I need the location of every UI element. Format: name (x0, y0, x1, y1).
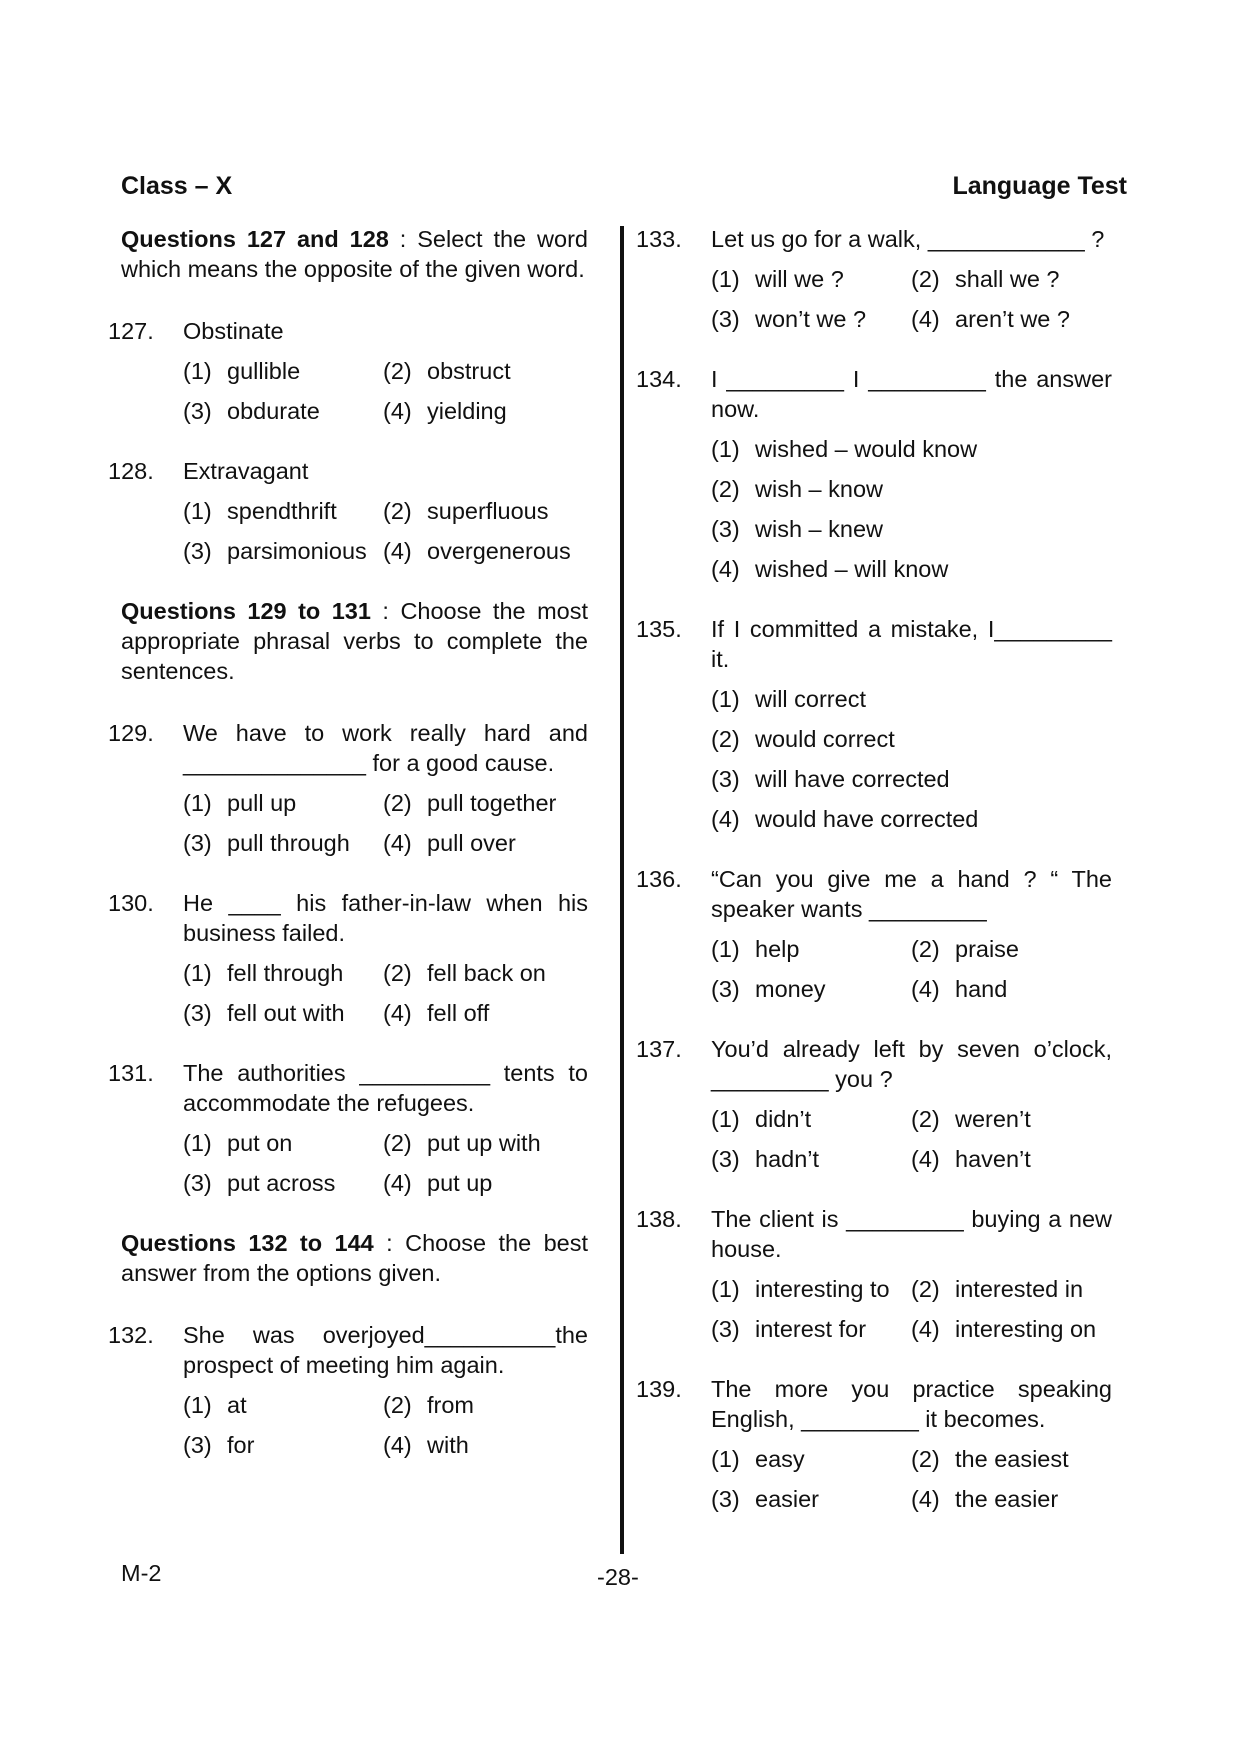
option-text: will correct (755, 686, 866, 712)
question-stem (636, 1374, 1112, 1434)
question (636, 224, 1112, 334)
option-text: interested in (955, 1276, 1084, 1302)
option (711, 974, 911, 1004)
right-column (636, 224, 1112, 1544)
question-number: 138. (636, 1206, 682, 1232)
option-text: obstruct (427, 358, 511, 384)
question-text: If I committed a mistake, I_________ it. (711, 616, 1112, 672)
question-number: 139. (636, 1376, 682, 1402)
option (383, 536, 588, 566)
option-text: parsimonious (227, 538, 367, 564)
option-text: easy (755, 1446, 805, 1472)
option-number: (2) (911, 1106, 940, 1132)
option-text: wished – would know (755, 436, 978, 462)
option-row (711, 1274, 1112, 1304)
option-row (711, 264, 1112, 294)
option-row (183, 1430, 588, 1460)
option-row (711, 1104, 1112, 1134)
option (383, 1390, 588, 1420)
option (711, 264, 911, 294)
question-stem (636, 1034, 1112, 1094)
option (711, 1314, 911, 1344)
option-text: from (427, 1392, 474, 1418)
option-number: (2) (911, 266, 940, 292)
options (183, 496, 588, 566)
option-row (183, 1168, 588, 1198)
option-text: put across (227, 1170, 336, 1196)
option-number: (4) (383, 1170, 412, 1196)
option (183, 828, 383, 858)
option-row (711, 974, 1112, 1004)
option-row (711, 304, 1112, 334)
section-text: : Choose the most appropriate phrasal verbs to complete the sentences. (121, 598, 588, 684)
option-number: (3) (711, 1146, 740, 1172)
question-stem (108, 1058, 588, 1118)
option-number: (4) (711, 556, 740, 582)
option-text: put up with (427, 1130, 541, 1156)
option-text: obdurate (227, 398, 320, 424)
question-stem (636, 224, 1112, 254)
section-instruction (121, 596, 588, 686)
option-number: (1) (183, 1130, 212, 1156)
question (636, 864, 1112, 1004)
option-text: gullible (227, 358, 301, 384)
option-number: (1) (711, 266, 740, 292)
option (911, 1144, 1112, 1174)
option-text: the easiest (955, 1446, 1069, 1472)
section-title: Questions 127 and 128 (121, 226, 389, 252)
option-number: (4) (711, 806, 740, 832)
option (911, 974, 1112, 1004)
option-number: (2) (383, 1130, 412, 1156)
option-row (183, 1390, 588, 1420)
option (711, 554, 1112, 584)
option-number: (3) (183, 538, 212, 564)
option (711, 514, 1112, 544)
option (383, 1168, 588, 1198)
page-number: -28- (597, 1564, 639, 1590)
options (183, 958, 588, 1028)
option (383, 496, 588, 526)
option-number: (1) (183, 1392, 212, 1418)
option-text: didn’t (755, 1106, 812, 1132)
option (711, 1274, 911, 1304)
option-text: will we ? (755, 266, 844, 292)
question-number: 137. (636, 1036, 682, 1062)
option-text: fell out with (227, 1000, 345, 1026)
options (711, 1104, 1112, 1174)
option-number: (4) (383, 1432, 412, 1458)
option-number: (3) (711, 766, 740, 792)
option-number: (4) (911, 1486, 940, 1512)
option-text: aren’t we ? (955, 306, 1070, 332)
option-text: at (227, 1392, 247, 1418)
option (183, 1390, 383, 1420)
section-title: Questions 129 to 131 (121, 598, 371, 624)
option-number: (3) (711, 306, 740, 332)
option-number: (4) (383, 398, 412, 424)
option-number: (4) (383, 830, 412, 856)
option-row (183, 396, 588, 426)
question-number: 131. (108, 1060, 154, 1086)
option-row (183, 536, 588, 566)
section-title: Questions 132 to 144 (121, 1230, 374, 1256)
option-text: wish – know (755, 476, 883, 502)
option-row (183, 788, 588, 818)
question-number: 135. (636, 616, 682, 642)
question (636, 614, 1112, 834)
option-number: (3) (711, 976, 740, 1002)
options (183, 356, 588, 426)
question (636, 1204, 1112, 1344)
option-text: would have corrected (755, 806, 979, 832)
question-stem (636, 614, 1112, 674)
option-text: easier (755, 1486, 820, 1512)
option (911, 1314, 1112, 1344)
question-text: Extravagant (183, 458, 309, 484)
question-number: 133. (636, 226, 682, 252)
option (383, 998, 588, 1028)
option-number: (4) (383, 538, 412, 564)
option (383, 788, 588, 818)
option-text: the easier (955, 1486, 1059, 1512)
option (911, 304, 1112, 334)
option-text: pull through (227, 830, 350, 856)
option-text: yielding (427, 398, 507, 424)
option (911, 1444, 1112, 1474)
option-text: hand (955, 976, 1008, 1002)
option-number: (1) (183, 790, 212, 816)
option-number: (2) (383, 790, 412, 816)
option (711, 1444, 911, 1474)
section-text: : Choose the best answer from the options given. (121, 1230, 589, 1286)
option-row (711, 1484, 1112, 1514)
option-number: (3) (183, 1170, 212, 1196)
option-number: (4) (911, 976, 940, 1002)
question-text: Obstinate (183, 318, 284, 344)
option-text: interest for (755, 1316, 867, 1342)
options (183, 788, 588, 858)
option-text: superfluous (427, 498, 549, 524)
left-column (108, 224, 588, 1490)
option (911, 1274, 1112, 1304)
option-number: (3) (711, 1486, 740, 1512)
option (383, 1128, 588, 1158)
option-text: help (755, 936, 800, 962)
option-text: interesting on (955, 1316, 1097, 1342)
question-text: “Can you give me a hand ? “ The speaker wants _________ (711, 866, 1112, 922)
option (383, 828, 588, 858)
option-text: for (227, 1432, 255, 1458)
option-number: (1) (183, 358, 212, 384)
option-number: (2) (911, 936, 940, 962)
options (711, 434, 1112, 584)
question-text: I _________ I _________ the answer now. (711, 366, 1112, 422)
option (911, 264, 1112, 294)
section-text: : Select the word which means the opposite of the given word. (121, 226, 588, 282)
option (711, 804, 1112, 834)
option-number: (1) (183, 960, 212, 986)
question-number: 136. (636, 866, 682, 892)
option-number: (3) (711, 516, 740, 542)
option (711, 684, 1112, 714)
option-text: overgenerous (427, 538, 571, 564)
question (108, 1320, 588, 1460)
option-number: (1) (183, 498, 212, 524)
option-text: would correct (755, 726, 895, 752)
option-text: put up (427, 1170, 493, 1196)
option (911, 1484, 1112, 1514)
option-number: (3) (183, 398, 212, 424)
option-number: (1) (711, 1446, 740, 1472)
option-text: with (427, 1432, 469, 1458)
question-stem (636, 364, 1112, 424)
option-number: (2) (383, 498, 412, 524)
option-text: fell through (227, 960, 344, 986)
option-number: (2) (383, 1392, 412, 1418)
option-number: (4) (911, 1146, 940, 1172)
option-text: praise (955, 936, 1020, 962)
option-text: interesting to (755, 1276, 890, 1302)
option-number: (1) (711, 1276, 740, 1302)
option (711, 434, 1112, 464)
question-number: 128. (108, 458, 154, 484)
option-row (183, 496, 588, 526)
question (108, 316, 588, 426)
option-row (711, 1144, 1112, 1174)
option-text: fell back on (427, 960, 546, 986)
question-stem (108, 1320, 588, 1380)
option-row (183, 356, 588, 386)
option (383, 1430, 588, 1460)
option-row (183, 828, 588, 858)
question (108, 888, 588, 1028)
option (183, 396, 383, 426)
option-number: (1) (711, 936, 740, 962)
option-number: (3) (183, 1432, 212, 1458)
option-number: (2) (383, 960, 412, 986)
option-row (183, 998, 588, 1028)
option (911, 934, 1112, 964)
option-number: (2) (911, 1446, 940, 1472)
options (711, 1444, 1112, 1514)
option (711, 1144, 911, 1174)
question-text: Let us go for a walk, ____________ ? (711, 226, 1105, 252)
option-row (711, 1444, 1112, 1474)
question-text: The client is _________ buying a new house. (711, 1206, 1112, 1262)
options (711, 264, 1112, 334)
option (711, 764, 1112, 794)
question-stem (108, 456, 588, 486)
question-number: 130. (108, 890, 154, 916)
question-number: 134. (636, 366, 682, 392)
option-number: (1) (711, 1106, 740, 1132)
option-number: (1) (711, 686, 740, 712)
option-row (711, 934, 1112, 964)
option-number: (4) (911, 306, 940, 332)
header-class: Class – X (121, 172, 233, 200)
option-number: (2) (711, 476, 740, 502)
question (636, 1374, 1112, 1514)
option (383, 958, 588, 988)
option (183, 958, 383, 988)
option-number: (1) (711, 436, 740, 462)
question-text: We have to work really hard and ______________ for a good cause. (183, 720, 588, 776)
question (636, 364, 1112, 584)
option (711, 1104, 911, 1134)
option-number: (3) (711, 1316, 740, 1342)
question-text: He ____ his father-in-law when his business failed. (183, 890, 588, 946)
option (183, 1430, 383, 1460)
option-row (183, 1128, 588, 1158)
option-text: hadn’t (755, 1146, 820, 1172)
option (383, 356, 588, 386)
option (183, 788, 383, 818)
section-instruction (121, 1228, 588, 1288)
option-text: will have corrected (755, 766, 950, 792)
option-text: haven’t (955, 1146, 1031, 1172)
question-text: She was overjoyed__________the prospect of meeting him again. (183, 1322, 588, 1378)
option (183, 496, 383, 526)
option (711, 1484, 911, 1514)
question-text: The more you practice speaking English, _________ it becomes. (711, 1376, 1112, 1432)
option-row (711, 1314, 1112, 1344)
option-text: pull up (227, 790, 297, 816)
question-stem (636, 864, 1112, 924)
option (711, 724, 1112, 754)
options (711, 684, 1112, 834)
option-text: wished – will know (755, 556, 949, 582)
question-number: 132. (108, 1322, 154, 1348)
option-text: weren’t (955, 1106, 1031, 1132)
option (183, 998, 383, 1028)
option-text: spendthrift (227, 498, 337, 524)
option-number: (2) (911, 1276, 940, 1302)
question-stem (108, 718, 588, 778)
options (711, 1274, 1112, 1344)
options (183, 1390, 588, 1460)
question-stem (636, 1204, 1112, 1264)
option-row (183, 958, 588, 988)
option (711, 304, 911, 334)
question-number: 129. (108, 720, 154, 746)
option-number: (2) (711, 726, 740, 752)
option-text: put on (227, 1130, 293, 1156)
question-text: You’d already left by seven o’clock, _________ you ? (711, 1036, 1112, 1092)
option-text: fell off (427, 1000, 490, 1026)
options (711, 934, 1112, 1004)
option-text: wish – knew (755, 516, 883, 542)
question-stem (108, 888, 588, 948)
question (108, 456, 588, 566)
option-number: (2) (383, 358, 412, 384)
option (183, 1128, 383, 1158)
question (108, 1058, 588, 1198)
column-divider (620, 226, 624, 1554)
option-text: won’t we ? (755, 306, 867, 332)
option-number: (4) (383, 1000, 412, 1026)
option-number: (3) (183, 1000, 212, 1026)
option (183, 1168, 383, 1198)
option-text: pull over (427, 830, 516, 856)
option (911, 1104, 1112, 1134)
option (183, 356, 383, 386)
option-number: (4) (911, 1316, 940, 1342)
question-text: The authorities __________ tents to accommodate the refugees. (183, 1060, 588, 1116)
option (711, 474, 1112, 504)
option (711, 934, 911, 964)
question (636, 1034, 1112, 1174)
option (383, 396, 588, 426)
option-text: shall we ? (955, 266, 1060, 292)
option-text: money (755, 976, 826, 1002)
option-number: (3) (183, 830, 212, 856)
footer-code: M-2 (121, 1560, 162, 1586)
question (108, 718, 588, 858)
option (183, 536, 383, 566)
header-subject: Language Test (952, 172, 1127, 200)
question-stem (108, 316, 588, 346)
option-text: pull together (427, 790, 557, 816)
section-instruction (121, 224, 588, 284)
options (183, 1128, 588, 1198)
question-number: 127. (108, 318, 154, 344)
